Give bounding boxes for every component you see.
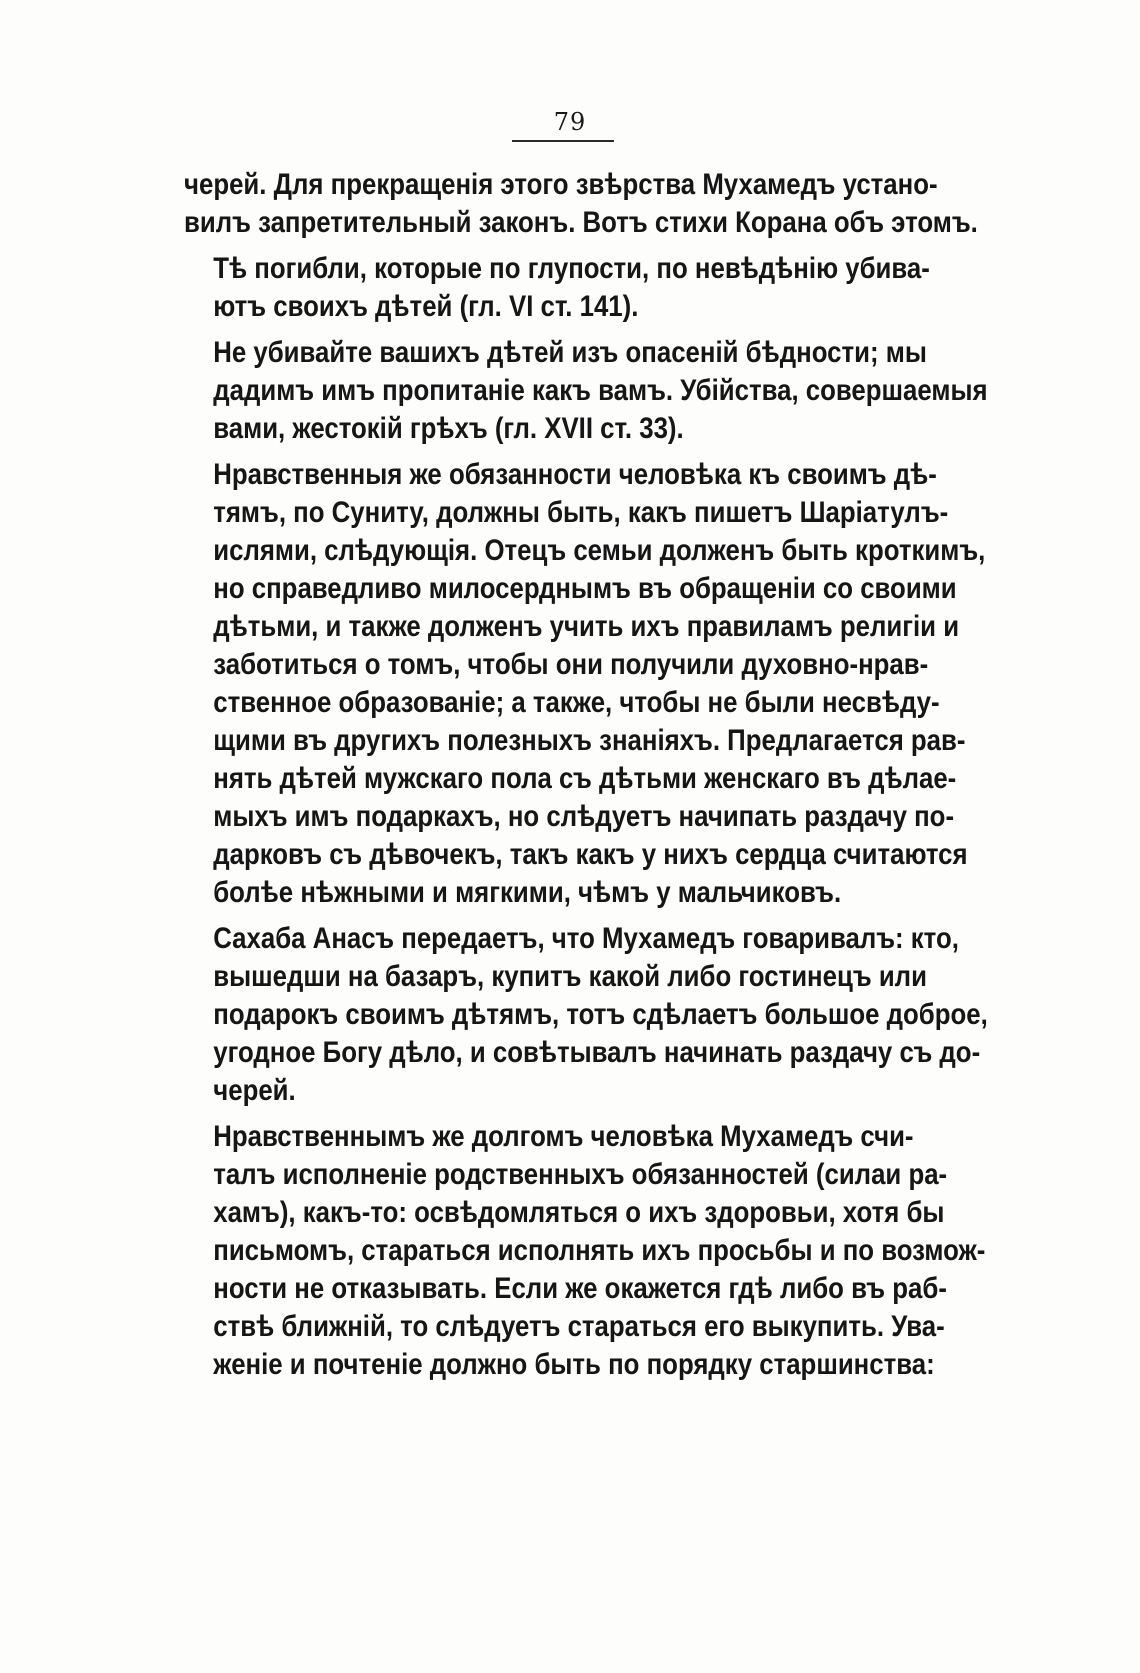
paragraph-2 (184, 250, 930, 326)
text-line: письмомъ, стараться исполнять ихъ просьбы и по возмож- (213, 1234, 986, 1267)
text-line: женіе и почтеніе должно быть по порядку старшинства: (213, 1348, 935, 1381)
text-line: нять дѣтей мужскаго пола съ дѣтьми женскаго въ дѣлае- (213, 762, 957, 795)
text-line: Нравственныя же обязанности человѣка къ своимъ дѣ- (213, 458, 937, 491)
paragraph-3 (184, 334, 988, 448)
text-line: ственное образованіе; а также, чтобы не были несвѣду- (213, 686, 940, 719)
text-line: Нравственнымъ же долгомъ человѣка Мухамедъ счи- (213, 1120, 914, 1153)
text-line: но справедливо милосерднымъ въ обращеніи со своими (213, 572, 957, 605)
paragraph-1 (184, 166, 978, 242)
text-line: вилъ запретительный законъ. Вотъ стихи Корана объ этомъ. (184, 206, 978, 239)
text-line: тямъ, по Суниту, должны быть, какъ пишетъ Шаріатулъ- (213, 496, 949, 529)
text-line: вами, жестокій грѣхъ (гл. XVII ст. 33). (213, 412, 684, 445)
text-line: угодное Богу дѣло, и совѣтывалъ начинать раздачу съ до- (213, 1036, 981, 1069)
text-line: хамъ), какъ-то: освѣдомляться о ихъ здоровьи, хотя бы (213, 1196, 945, 1229)
text-line: дѣтьми, и также долженъ учить ихъ правиламъ религіи и (213, 610, 960, 643)
text-line: дадимъ имъ пропитаніе какъ вамъ. Убійства, совершаемыя (213, 374, 988, 407)
text-line: Тѣ погибли, которые по глупости, по невѣдѣнію убива- (213, 252, 930, 285)
text-line: Сахаба Анасъ передаетъ, что Мухамедъ говаривалъ: кто, (213, 922, 959, 955)
paragraph-4 (184, 456, 986, 912)
body-text (184, 166, 988, 1392)
paragraph-6 (184, 1118, 986, 1384)
page-number-rule (512, 140, 614, 142)
text-line: черей. Для прекращенія этого звѣрства Мухамедъ устано- (184, 168, 938, 201)
text-line: ности не отказывать. Если же окажется гдѣ либо въ раб- (213, 1272, 947, 1305)
text-line: болѣе нѣжными и мягкими, чѣмъ у мальчиковъ. (213, 876, 842, 909)
text-line: Не убивайте вашихъ дѣтей изъ опасеній бѣдности; мы (213, 336, 927, 369)
text-line: дарковъ съ дѣвочекъ, такъ какъ у нихъ сердца считаются (213, 838, 968, 871)
text-line: щими въ другихъ полезныхъ знаніяхъ. Предлагается рав- (213, 724, 966, 757)
text-line: заботиться о томъ, чтобы они получили духовно-нрав- (213, 648, 929, 681)
paragraph-5 (184, 920, 988, 1110)
text-line: черей. (213, 1074, 296, 1107)
text-line: ислями, слѣдующія. Отецъ семьи долженъ быть кроткимъ, (213, 534, 986, 567)
text-line: талъ исполненіе родственныхъ обязанностей (силаи ра- (213, 1158, 948, 1191)
text-line: мыхъ имъ подаркахъ, но слѣдуетъ начипать раздачу по- (213, 800, 955, 833)
text-line: подарокъ своимъ дѣтямъ, тотъ сдѣлаетъ большое доброе, (213, 998, 988, 1031)
text-line: вышедши на базаръ, купитъ какой либо гостинецъ или (213, 960, 927, 993)
text-line: ютъ своихъ дѣтей (гл. VI ст. 141). (213, 290, 639, 323)
page-number: 79 (553, 108, 587, 136)
text-line: ствѣ ближній, то слѣдуетъ стараться его выкупить. Ува- (213, 1310, 945, 1343)
